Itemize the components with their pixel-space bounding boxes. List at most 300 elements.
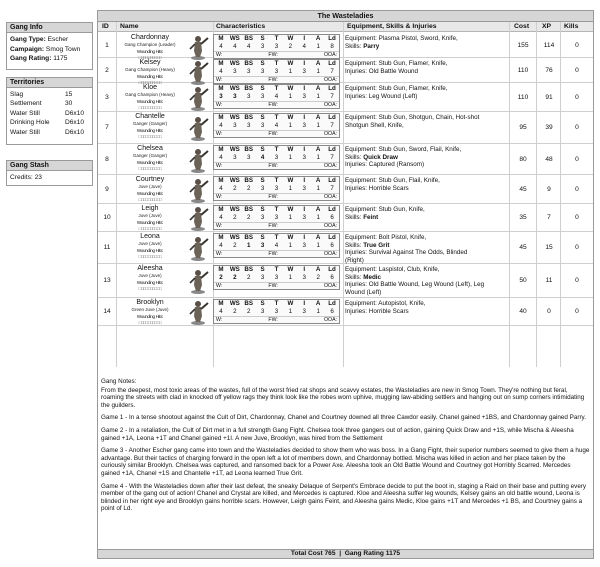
equipment-line: Injuries: Captured (Ransom)	[345, 161, 425, 169]
fighter-type: Gang Champion (Heavy)	[125, 67, 175, 72]
stat-header: M	[218, 85, 224, 92]
wargear-field[interactable]: W:	[216, 101, 223, 108]
ooa-field[interactable]: OOA:	[324, 222, 337, 229]
stat-header: S	[260, 60, 265, 67]
flesh-wound-field[interactable]: FW:	[268, 250, 278, 257]
fighter-id: 9	[105, 186, 109, 193]
stat-header: WS	[229, 114, 240, 121]
stat-value: 1	[288, 307, 293, 315]
fighter-row[interactable]	[98, 33, 593, 58]
wound-checkboxes[interactable]: □□□□□□□□□□	[138, 254, 162, 259]
stat-value: 3	[302, 307, 306, 315]
stat-value: 3	[274, 273, 279, 281]
fighter-xp: 76	[545, 67, 553, 74]
stat-value: 3	[219, 92, 223, 100]
credits-label: Credits:	[10, 174, 33, 181]
characteristics-box	[213, 145, 340, 170]
flesh-wound-field[interactable]: FW:	[268, 101, 278, 108]
col-equipment: Equipment, Skills & Injuries	[347, 23, 437, 30]
miniature-figure-icon	[184, 267, 212, 295]
stat-value: 4	[219, 121, 223, 129]
stat-header: T	[274, 60, 279, 67]
stat-header: WS	[229, 60, 240, 67]
equipment-line: Skills: Medic	[345, 273, 382, 281]
stat-value: 3	[233, 121, 237, 129]
fighter-row[interactable]	[98, 58, 593, 83]
fighter-row[interactable]	[98, 232, 593, 264]
wargear-field[interactable]: W:	[216, 51, 223, 58]
ooa-field[interactable]: OOA:	[324, 130, 337, 137]
stat-value: 6	[330, 307, 334, 315]
stat-value: 3	[260, 184, 265, 192]
stat-header: A	[315, 300, 321, 307]
characteristics-box	[213, 176, 340, 201]
stat-value: 1	[316, 153, 320, 161]
equipment-skills-injuries	[345, 114, 510, 129]
stat-value: 3	[246, 121, 251, 129]
stat-header: BS	[244, 300, 254, 307]
stat-header: Ld	[328, 177, 336, 184]
stat-header: Ld	[328, 206, 336, 213]
fighter-name[interactable]: Kelsey	[139, 59, 161, 66]
stat-header: S	[260, 114, 265, 121]
territories-heading: Territories	[7, 78, 92, 88]
fighter-row[interactable]	[98, 144, 593, 175]
fighter-xp: 91	[545, 94, 553, 101]
stat-header: I	[303, 114, 306, 121]
fighter-kills: 0	[575, 42, 579, 49]
miniature-figure-icon	[184, 204, 212, 232]
wound-checkboxes[interactable]: □□□□□□□□□□	[138, 166, 162, 171]
stat-header: S	[260, 146, 265, 153]
equipment-skills-injuries	[345, 266, 510, 296]
col-cost: Cost	[514, 23, 530, 30]
flesh-wound-field[interactable]: FW:	[268, 316, 278, 323]
wound-checkboxes[interactable]: □□□□□□□□□□	[138, 55, 162, 60]
fighter-name-block[interactable]	[117, 145, 183, 173]
stat-value: 6	[330, 273, 334, 281]
wargear-field[interactable]: W:	[216, 193, 223, 200]
stat-value: 1	[288, 241, 293, 249]
flesh-wound-field[interactable]: FW:	[268, 193, 278, 200]
territory-name: Slag	[10, 91, 24, 98]
stat-value: 3	[274, 307, 279, 315]
stat-header: I	[303, 146, 306, 153]
stat-value: 4	[219, 153, 223, 161]
wargear-field[interactable]: W:	[216, 130, 223, 137]
gang-rating-value: 1175	[53, 55, 68, 62]
wound-checkboxes[interactable]: □□□□□□□□□□	[138, 286, 162, 291]
stat-value: 1	[246, 241, 251, 249]
stat-value: 3	[233, 67, 237, 75]
fighter-name-block[interactable]	[117, 113, 183, 141]
gang-rating-label: Gang Rating:	[10, 55, 52, 62]
equipment-line: Equipment: Plasma Pistol, Sword, Knife,	[345, 35, 458, 42]
stat-value: 3	[302, 273, 306, 281]
stat-header: T	[274, 146, 279, 153]
stat-value: 3	[274, 67, 279, 75]
stat-value: 2	[233, 241, 237, 249]
equipment-line: Wound (Left)	[345, 288, 382, 296]
stat-value: 4	[219, 307, 223, 315]
stat-value: 2	[316, 273, 320, 281]
wounding-hits-label: Wounding Hits:	[136, 247, 164, 253]
stat-header: M	[218, 60, 224, 67]
fighter-row[interactable]	[98, 264, 593, 298]
miniature-figure-icon	[184, 146, 212, 174]
stat-header: BS	[244, 146, 254, 153]
stat-value: 3	[302, 67, 306, 75]
fighter-id: 13	[103, 277, 111, 284]
fighter-xp: 39	[545, 124, 553, 131]
stat-value: 3	[302, 241, 306, 249]
gang-type-value: Escher	[47, 36, 69, 43]
stat-value: 4	[246, 42, 251, 50]
fighter-row[interactable]	[98, 83, 593, 112]
stat-value: 3	[260, 121, 265, 129]
territory-row	[10, 90, 89, 99]
fighter-cost: 45	[519, 244, 527, 251]
wargear-field[interactable]: W:	[216, 76, 223, 83]
fighter-type: Gang Champion (Leader)	[124, 42, 176, 47]
stat-header: WS	[229, 177, 240, 184]
stat-value: 7	[330, 67, 334, 75]
stat-header: I	[303, 60, 306, 67]
wounding-hits-label: Wounding Hits:	[136, 219, 164, 225]
stat-value: 7	[330, 92, 334, 100]
territory-row	[10, 99, 89, 108]
stat-header: S	[260, 85, 265, 92]
stat-value: 1	[316, 307, 320, 315]
equipment-line: Equipment: Bolt Pistol, Knife,	[345, 234, 427, 241]
stat-header: WS	[229, 300, 240, 307]
stat-header: A	[315, 206, 321, 213]
wound-checkboxes[interactable]: □□□□□□□□□□	[138, 105, 162, 110]
equipment-line: Skills: True Grit	[345, 241, 390, 249]
miniature-figure-icon	[184, 114, 212, 142]
fighter-row[interactable]	[98, 204, 593, 232]
stat-header: W	[287, 266, 294, 273]
gang-title: The Wasteladies	[98, 11, 593, 22]
stat-header: W	[287, 300, 294, 307]
equipment-line: (Right)	[345, 256, 364, 264]
fighter-type: Juve (Juve)	[138, 273, 162, 278]
stat-header: BS	[244, 266, 254, 273]
fighter-cost: 155	[517, 42, 529, 49]
stat-header: BS	[244, 177, 254, 184]
col-name: Name	[120, 23, 139, 30]
fighter-cost: 95	[519, 124, 527, 131]
wounding-hits-label: Wounding Hits:	[136, 98, 164, 104]
stat-value: 3	[274, 213, 279, 221]
miniature-figure-icon	[184, 58, 212, 86]
stat-header: BS	[244, 206, 254, 213]
equipment-skills-injuries	[345, 234, 510, 264]
stat-header: W	[287, 146, 294, 153]
ooa-field[interactable]: OOA:	[324, 51, 337, 58]
wargear-field[interactable]: W:	[216, 222, 223, 229]
stat-header: Ld	[328, 35, 336, 42]
fighter-type: Ganger (Ganger)	[132, 121, 168, 126]
fighter-name[interactable]: Chardonnay	[130, 34, 170, 41]
wargear-field[interactable]: W:	[216, 250, 223, 257]
stat-header: S	[260, 300, 265, 307]
stat-header: I	[303, 234, 306, 241]
ooa-field[interactable]: OOA:	[324, 193, 337, 200]
ooa-field[interactable]: OOA:	[324, 250, 337, 257]
fighter-type: Juve (Juve)	[138, 184, 162, 189]
miniature-figure-icon	[184, 176, 212, 204]
stat-value: 8	[330, 42, 334, 50]
fighter-kills: 0	[575, 308, 579, 315]
gang-notes-heading: Gang Notes:	[101, 378, 137, 385]
fighter-xp: 114	[543, 42, 555, 49]
stat-header: W	[287, 206, 294, 213]
equipment-line: Equipment: Stub Gun, Flamer, Knife,	[345, 85, 448, 92]
flesh-wound-field[interactable]: FW:	[268, 51, 278, 58]
stat-value: 1	[288, 213, 293, 221]
stat-value: 2	[233, 307, 237, 315]
gang-rating-footer-value: 1175	[385, 550, 401, 557]
fighter-name-block[interactable]	[117, 84, 183, 112]
characteristics-box	[213, 34, 340, 59]
stat-header: M	[218, 206, 224, 213]
gang-roster	[97, 10, 594, 559]
fighter-kills: 0	[575, 277, 579, 284]
stat-value: 3	[302, 184, 306, 192]
fighter-name-block[interactable]	[117, 299, 183, 327]
gang-info-panel	[6, 22, 93, 70]
equipment-line: Injuries: Old Battle Wound	[345, 67, 419, 75]
fighter-name[interactable]: Chantelle	[135, 113, 165, 120]
stat-header: W	[287, 35, 294, 42]
stat-value: 4	[302, 42, 306, 50]
wound-checkboxes[interactable]: □□□□□□□□□□	[138, 80, 162, 85]
stat-value: 2	[246, 184, 251, 192]
equipment-line: Skills: Feint	[345, 213, 379, 221]
equipment-skills-injuries	[345, 177, 510, 192]
equipment-line: Equipment: Autopistol, Knife,	[345, 300, 426, 307]
stat-header: WS	[229, 35, 240, 42]
stat-value: 1	[288, 121, 293, 129]
stat-header: I	[303, 300, 306, 307]
stat-value: 1	[316, 213, 320, 221]
fighter-name-block[interactable]	[117, 233, 183, 261]
totals-footer	[98, 549, 593, 558]
fighter-xp: 9	[547, 186, 551, 193]
campaign-value: Smog Town	[45, 45, 81, 53]
stat-value: 3	[233, 153, 237, 161]
stat-value: 2	[233, 213, 237, 221]
gang-notes	[101, 378, 590, 518]
stat-value: 7	[330, 153, 334, 161]
wounding-hits-label: Wounding Hits:	[136, 127, 164, 133]
roster-header	[98, 22, 593, 32]
miniature-figure-icon	[184, 234, 212, 262]
fighter-kills: 0	[575, 214, 579, 221]
territories-panel	[6, 77, 93, 145]
stat-header: T	[274, 35, 279, 42]
fighter-name[interactable]: Leigh	[141, 205, 159, 212]
equipment-skills-injuries	[345, 206, 510, 221]
fighter-type: Ganger (Ganger)	[132, 153, 168, 158]
stat-header: S	[260, 206, 265, 213]
ooa-field[interactable]: OOA:	[324, 282, 337, 289]
fighter-kills: 0	[575, 124, 579, 131]
stat-header: M	[218, 234, 224, 241]
territory-list	[7, 88, 92, 139]
stat-value: 4	[274, 241, 279, 249]
fighter-type: Gang Champion (Heavy)	[125, 92, 175, 97]
wound-checkboxes[interactable]: □□□□□□□□□□	[138, 197, 162, 202]
stat-header: WS	[229, 206, 240, 213]
stat-value: 1	[288, 184, 293, 192]
stat-header: T	[274, 85, 279, 92]
equipment-skills-injuries	[345, 60, 510, 75]
fighter-type: Juve (Juve)	[138, 241, 162, 246]
territory-name: Settlement	[10, 100, 42, 108]
stat-header: Ld	[328, 85, 336, 92]
stat-value: 3	[246, 92, 251, 100]
ooa-field[interactable]: OOA:	[324, 316, 337, 323]
wound-checkboxes[interactable]: □□□□□□□□□□	[138, 226, 162, 231]
equipment-skills-injuries	[345, 35, 510, 50]
col-characteristics: Characteristics	[216, 23, 266, 30]
fighter-name-block[interactable]	[117, 205, 183, 233]
stat-header: T	[274, 114, 279, 121]
stat-value: 3	[260, 92, 265, 100]
col-xp: XP	[542, 23, 552, 30]
wound-checkboxes[interactable]: □□□□□□□□□□	[138, 320, 162, 325]
fighter-row[interactable]	[98, 298, 593, 326]
fighter-type: Juve (Juve)	[138, 213, 162, 218]
stat-header: I	[303, 206, 306, 213]
fighter-id: 7	[105, 124, 109, 131]
stat-header: A	[315, 266, 321, 273]
total-cost-label: Total Cost	[290, 550, 323, 557]
fighter-xp: 15	[545, 244, 553, 251]
fighter-name-block[interactable]	[117, 265, 183, 293]
gang-stash-panel	[6, 160, 93, 186]
stat-value: 4	[219, 213, 223, 221]
stat-header: WS	[229, 146, 240, 153]
flesh-wound-field[interactable]: FW:	[268, 222, 278, 229]
territory-name: Water Still	[10, 128, 40, 136]
fighter-name[interactable]: Chelsea	[137, 145, 163, 152]
stat-header: BS	[244, 85, 254, 92]
stat-value: 1	[316, 42, 320, 50]
flesh-wound-field[interactable]: FW:	[268, 282, 278, 289]
fighter-id: 8	[105, 156, 109, 163]
territory-value: 15	[65, 91, 73, 98]
fighter-xp: 7	[547, 214, 551, 221]
territory-row	[10, 128, 89, 137]
stat-value: 1	[288, 92, 293, 100]
fighter-id: 10	[103, 214, 111, 221]
fighter-name[interactable]: Kloe	[142, 84, 157, 91]
miniature-figure-icon	[184, 298, 212, 326]
fighter-name[interactable]: Aleesha	[137, 265, 163, 272]
stat-header: A	[315, 35, 321, 42]
equipment-line: Skills: Quick Draw	[345, 153, 398, 161]
stat-header: M	[218, 177, 224, 184]
wargear-field[interactable]: W:	[216, 162, 223, 169]
flesh-wound-field[interactable]: FW:	[268, 130, 278, 137]
fighter-row[interactable]	[98, 175, 593, 204]
stat-header: A	[315, 85, 321, 92]
stat-header: BS	[244, 60, 254, 67]
characteristics-box	[213, 299, 340, 324]
fighter-name-block[interactable]	[117, 176, 183, 204]
stat-header: W	[287, 60, 294, 67]
fighter-name[interactable]: Brooklyn	[136, 299, 164, 306]
flesh-wound-field[interactable]: FW:	[268, 162, 278, 169]
equipment-line: Equipment: Stub Gun, Flail, Knife,	[345, 177, 440, 184]
gang-stash-heading: Gang Stash	[7, 161, 92, 171]
stat-header: WS	[229, 234, 240, 241]
equipment-line: Equipment: Laspistol, Club, Knife,	[345, 266, 440, 273]
stat-value: 4	[219, 241, 223, 249]
fighter-row[interactable]	[98, 112, 593, 144]
fighter-kills: 0	[575, 67, 579, 74]
stat-value: 2	[233, 273, 237, 281]
stat-header: Ld	[328, 114, 336, 121]
credits-value: 23	[34, 174, 42, 181]
stat-value: 2	[246, 213, 251, 221]
ooa-field[interactable]: OOA:	[324, 101, 337, 108]
equipment-skills-injuries	[345, 85, 510, 100]
stat-header: W	[287, 114, 294, 121]
fighter-name[interactable]: Courtney	[135, 176, 165, 183]
wound-checkboxes[interactable]: □□□□□□□□□□	[138, 134, 162, 139]
fighter-name[interactable]: Leona	[140, 233, 160, 240]
notes-paragraph: From the deepest, most toxic areas of the wastes, full of the worst fried rat shops and scavvy estates, the Wasteladies are new in Smog Town. They're nothing but feral, roaming the streets with clad in knocked off yellow rags they think look like the robes worn uphive, mugging law-abiding settlers and hanging out on sump corners intimidating the guilders.	[101, 386, 585, 409]
equipment-line: Equipment: Stub Gun, Knife,	[345, 206, 425, 213]
stat-value: 3	[260, 213, 265, 221]
stat-header: S	[260, 234, 265, 241]
wargear-field[interactable]: W:	[216, 282, 223, 289]
stat-header: T	[274, 300, 279, 307]
flesh-wound-field[interactable]: FW:	[268, 76, 278, 83]
fighter-kills: 0	[575, 244, 579, 251]
equipment-line: Injuries: Horrible Scars	[345, 307, 409, 315]
stat-header: Ld	[328, 60, 336, 67]
stat-value: 3	[246, 153, 251, 161]
stat-header: Ld	[328, 234, 336, 241]
ooa-field[interactable]: OOA:	[324, 162, 337, 169]
fighter-cost: 110	[517, 94, 529, 101]
stat-header: I	[303, 177, 306, 184]
ooa-field[interactable]: OOA:	[324, 76, 337, 83]
stat-header: BS	[244, 234, 254, 241]
campaign-label: Campaign:	[10, 45, 45, 53]
wargear-field[interactable]: W:	[216, 316, 223, 323]
territory-value: D6x10	[65, 119, 85, 127]
stat-value: 7	[330, 121, 334, 129]
stat-header: Ld	[328, 266, 336, 273]
equipment-line: Shotgun Shell, Knife,	[345, 121, 404, 129]
stat-value: 2	[219, 273, 223, 281]
stat-value: 2	[246, 273, 251, 281]
stat-value: 4	[219, 67, 223, 75]
characteristics-box	[213, 113, 340, 138]
stat-value: 3	[260, 273, 265, 281]
stat-header: M	[218, 300, 224, 307]
territory-name: Drinking Hole	[10, 119, 50, 127]
equipment-line: Injuries: Horrible Scars	[345, 184, 409, 192]
fighter-kills: 0	[575, 156, 579, 163]
wounding-hits-label: Wounding Hits:	[136, 190, 164, 196]
